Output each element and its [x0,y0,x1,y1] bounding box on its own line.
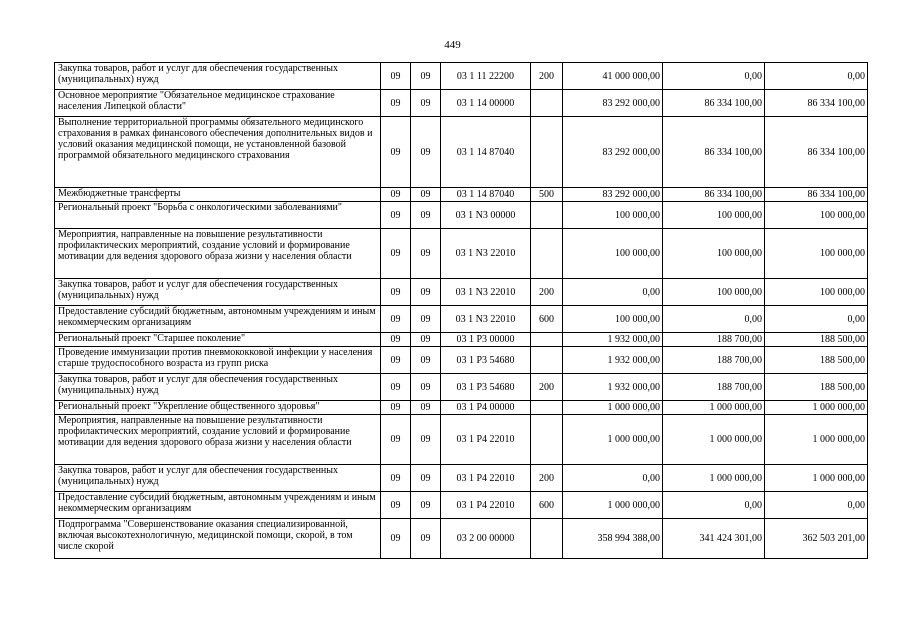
row-name: Закупка товаров, работ и услуг для обеспечения государственных (муниципальных) нужд [55,279,381,306]
target-article-code: 03 1 P3 00000 [441,333,531,347]
row-name: Региональный проект "Старшее поколение" [55,333,381,347]
section-code: 09 [381,333,411,347]
section-code: 09 [381,202,411,229]
table-row [55,347,868,374]
amount-year-2: 0,00 [663,492,765,519]
row-name: Предоставление субсидий бюджетным, автономным учреждениям и иным некоммерческим организациям [55,306,381,333]
amount-year-1: 0,00 [563,465,663,492]
target-article-code: 03 1 P3 54680 [441,374,531,401]
amount-year-3: 362 503 201,00 [765,519,868,559]
section-code: 09 [381,492,411,519]
table-row [55,229,868,279]
section-code: 09 [381,519,411,559]
amount-year-1: 1 932 000,00 [563,333,663,347]
expense-type-code: 200 [531,279,563,306]
table-row [55,415,868,465]
amount-year-1: 1 000 000,00 [563,492,663,519]
page-number: 449 [444,39,461,51]
expense-type-code: 600 [531,306,563,333]
budget-table [54,62,868,559]
amount-year-1: 1 932 000,00 [563,347,663,374]
table-row [55,90,868,117]
row-name: Закупка товаров, работ и услуг для обеспечения государственных (муниципальных) нужд [55,374,381,401]
amount-year-2: 1 000 000,00 [663,401,765,415]
subsection-code: 09 [411,63,441,90]
amount-year-2: 1 000 000,00 [663,465,765,492]
target-article-code: 03 1 14 87040 [441,188,531,202]
target-article-code: 03 1 P4 22010 [441,492,531,519]
table-row [55,63,868,90]
amount-year-2: 0,00 [663,306,765,333]
amount-year-2: 341 424 301,00 [663,519,765,559]
expense-type-code: 200 [531,465,563,492]
section-code: 09 [381,117,411,188]
row-name: Мероприятия, направленные на повышение результативности профилактических мероприятий, создание условий и формирование мотивации для ведения здорового образа жизни у населения области [55,415,381,465]
expense-type-code [531,202,563,229]
amount-year-3: 0,00 [765,63,868,90]
amount-year-2: 0,00 [663,63,765,90]
amount-year-3: 86 334 100,00 [765,117,868,188]
amount-year-2: 100 000,00 [663,202,765,229]
amount-year-3: 1 000 000,00 [765,415,868,465]
section-code: 09 [381,63,411,90]
section-code: 09 [381,347,411,374]
amount-year-3: 100 000,00 [765,202,868,229]
table-row [55,117,868,188]
section-code: 09 [381,374,411,401]
amount-year-3: 86 334 100,00 [765,188,868,202]
expense-type-code [531,333,563,347]
table-row [55,492,868,519]
subsection-code: 09 [411,188,441,202]
section-code: 09 [381,401,411,415]
table-row [55,202,868,229]
target-article-code: 03 1 14 87040 [441,117,531,188]
row-name: Предоставление субсидий бюджетным, автономным учреждениям и иным некоммерческим организациям [55,492,381,519]
section-code: 09 [381,415,411,465]
amount-year-2: 100 000,00 [663,279,765,306]
target-article-code: 03 1 N3 22010 [441,229,531,279]
amount-year-3: 86 334 100,00 [765,90,868,117]
amount-year-2: 1 000 000,00 [663,415,765,465]
amount-year-2: 188 700,00 [663,333,765,347]
amount-year-1: 358 994 388,00 [563,519,663,559]
amount-year-1: 83 292 000,00 [563,188,663,202]
section-code: 09 [381,229,411,279]
table-row [55,465,868,492]
subsection-code: 09 [411,90,441,117]
target-article-code: 03 1 P4 22010 [441,415,531,465]
amount-year-1: 1 000 000,00 [563,401,663,415]
subsection-code: 09 [411,465,441,492]
target-article-code: 03 1 11 22200 [441,63,531,90]
amount-year-1: 83 292 000,00 [563,90,663,117]
row-name: Выполнение территориальной программы обязательного медицинского страхования в рамках финансового обеспечения дополнительных видов и условий оказания медицинской помощи, не установленной базовой программой обязательного медицинского страхования [55,117,381,188]
amount-year-3: 188 500,00 [765,347,868,374]
expense-type-code [531,347,563,374]
row-name: Закупка товаров, работ и услуг для обеспечения государственных (муниципальных) нужд [55,465,381,492]
row-name: Закупка товаров, работ и услуг для обеспечения государственных (муниципальных) нужд [55,63,381,90]
subsection-code: 09 [411,202,441,229]
section-code: 09 [381,188,411,202]
expense-type-code [531,117,563,188]
expense-type-code [531,519,563,559]
expense-type-code [531,401,563,415]
amount-year-1: 41 000 000,00 [563,63,663,90]
amount-year-2: 86 334 100,00 [663,188,765,202]
amount-year-1: 83 292 000,00 [563,117,663,188]
subsection-code: 09 [411,401,441,415]
amount-year-3: 100 000,00 [765,279,868,306]
target-article-code: 03 1 14 00000 [441,90,531,117]
expense-type-code: 500 [531,188,563,202]
amount-year-2: 86 334 100,00 [663,117,765,188]
amount-year-1: 100 000,00 [563,202,663,229]
section-code: 09 [381,90,411,117]
table-row [55,279,868,306]
target-article-code: 03 1 N3 22010 [441,306,531,333]
row-name: Проведение иммунизации против пневмококковой инфекции у населения старше трудоспособного возраста из групп риска [55,347,381,374]
row-name: Подпрограмма "Совершенствование оказания специализированной, включая высокотехнологичную, медицинской помощи, скорой, в том числе скорой [55,519,381,559]
row-name: Региональный проект "Борьба с онкологическими заболеваниями" [55,202,381,229]
amount-year-3: 0,00 [765,492,868,519]
expense-type-code: 200 [531,374,563,401]
target-article-code: 03 1 N3 22010 [441,279,531,306]
subsection-code: 09 [411,333,441,347]
table-row [55,401,868,415]
subsection-code: 09 [411,279,441,306]
target-article-code: 03 1 N3 00000 [441,202,531,229]
amount-year-1: 100 000,00 [563,229,663,279]
amount-year-3: 100 000,00 [765,229,868,279]
target-article-code: 03 1 P4 22010 [441,465,531,492]
expense-type-code: 200 [531,63,563,90]
amount-year-3: 188 500,00 [765,333,868,347]
subsection-code: 09 [411,519,441,559]
amount-year-1: 100 000,00 [563,306,663,333]
row-name: Региональный проект "Укрепление общественного здоровья" [55,401,381,415]
amount-year-2: 188 700,00 [663,347,765,374]
amount-year-1: 1 932 000,00 [563,374,663,401]
expense-type-code [531,415,563,465]
target-article-code: 03 1 P4 00000 [441,401,531,415]
table-row [55,333,868,347]
section-code: 09 [381,306,411,333]
expense-type-code [531,229,563,279]
amount-year-3: 0,00 [765,306,868,333]
amount-year-2: 100 000,00 [663,229,765,279]
expense-type-code [531,90,563,117]
subsection-code: 09 [411,374,441,401]
table-row [55,188,868,202]
row-name: Межбюджетные трансферты [55,188,381,202]
amount-year-3: 188 500,00 [765,374,868,401]
table-row [55,306,868,333]
subsection-code: 09 [411,306,441,333]
amount-year-3: 1 000 000,00 [765,401,868,415]
subsection-code: 09 [411,347,441,374]
subsection-code: 09 [411,415,441,465]
target-article-code: 03 2 00 00000 [441,519,531,559]
table-body [55,63,868,559]
table-row [55,374,868,401]
amount-year-2: 86 334 100,00 [663,90,765,117]
section-code: 09 [381,465,411,492]
expense-type-code: 600 [531,492,563,519]
amount-year-1: 0,00 [563,279,663,306]
amount-year-3: 1 000 000,00 [765,465,868,492]
section-code: 09 [381,279,411,306]
table-row [55,519,868,559]
row-name: Мероприятия, направленные на повышение результативности профилактических мероприятий, создание условий и формирование мотивации для ведения здорового образа жизни у населения области [55,229,381,279]
amount-year-1: 1 000 000,00 [563,415,663,465]
subsection-code: 09 [411,117,441,188]
subsection-code: 09 [411,229,441,279]
target-article-code: 03 1 P3 54680 [441,347,531,374]
amount-year-2: 188 700,00 [663,374,765,401]
subsection-code: 09 [411,492,441,519]
row-name: Основное мероприятие "Обязательное медицинское страхование населения Липецкой области" [55,90,381,117]
